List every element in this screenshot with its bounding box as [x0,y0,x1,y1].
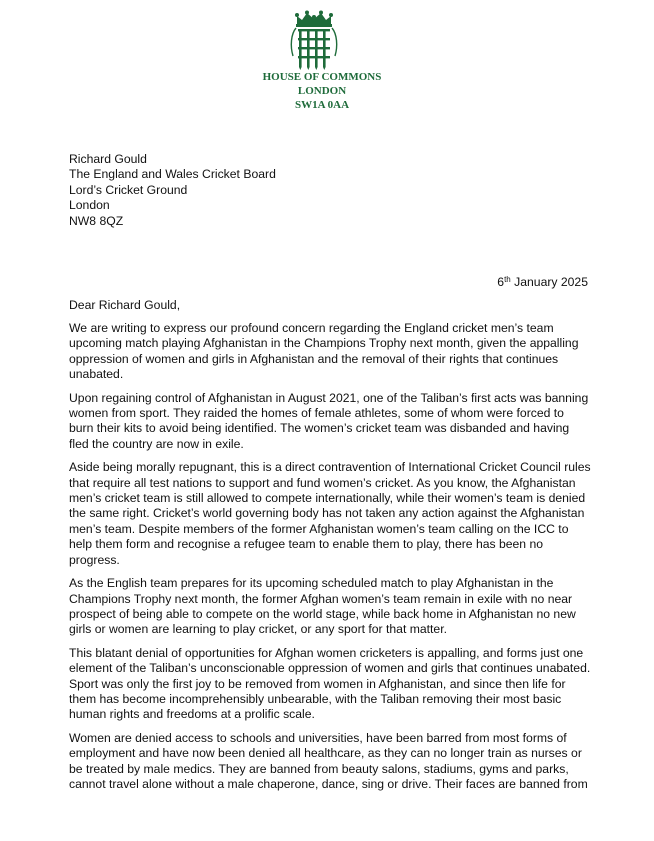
recipient-city: London [69,198,110,213]
body-paragraph: As the English team prepares for its upcoming scheduled match to play Afghanistan in the Champions Trophy next month, the former Afghan women’s team remain in exile with no near prospect of being able to compete on the world stage, while back home in Afghanistan no new girls or women are learning to play cricket, or any sport for that matter. [69,576,576,637]
recipient-address [69,152,276,229]
body-paragraph: We are writing to express our profound concern regarding the England cricket men’s team upcoming match playing Afghanistan in the Champions Trophy next month, given the appalling oppression of women and girls in Afghanistan and the removal of their rights that continues unabated. [69,321,579,382]
org-city: LONDON [297,85,347,97]
recipient-venue: Lord’s Cricket Ground [69,182,188,197]
date-day: 6 [497,275,505,289]
body-paragraph: Aside being morally repugnant, this is a direct contravention of International Cricket Council rules that require all test nations to support and fund women’s cricket. As you know, the Afghanistan men’s cricket team is still allowed to compete internationally, while their women’s team is denied the same right. Cricket’s world governing body has not taken any action against the Afghanistan men’s team. Despite members of the former Afghanistan women’s team calling on the ICC to help them form and recognise a refugee team to enable them to play, there has been no progress. [69,460,591,567]
recipient-postcode: NW8 8QZ [69,213,124,228]
portcullis-crest-icon [288,10,340,70]
org-postcode: SW1A 0AA [294,99,350,111]
body-paragraph: Upon regaining control of Afghanistan in August 2021, one of the Taliban’s first acts was banning women from sport. They raided the homes of female athletes, some of whom were forced to burn their kits to avoid being identified. The women’s cricket team was disbanded and having fled the country are now in exile. [69,390,589,451]
body-paragraph: Women are denied access to schools and universities, have been barred from most forms of employment and have now been denied all healthcare, as they can no longer train as nurses or be treated by male medics. They are banned from beauty salons, stadiums, gyms and parks, cannot travel alone without a male chaperone, dance, sing or drive. Their faces are banned from [69,730,588,791]
letterhead [0,70,644,112]
body-paragraph: This blatant denial of opportunities for Afghan women cricketers is appalling, and forms just one element of the Taliban’s unconscionable oppression of women and girls that continues unabated. Sport was only the first joy to be removed from women in Afghanistan, and since then life for them has become incomprehensibly unbearable, with the Taliban removing their most basic human rights and freedoms at a prolific scale. [69,645,591,722]
date-suffix: th [504,275,511,284]
date-month-year: January 2025 [510,275,588,289]
org-name: HOUSE OF COMMONS [262,71,382,83]
salutation: Dear Richard Gould, [69,298,181,312]
recipient-organisation: The England and Wales Cricket Board [69,167,276,182]
letter-body [69,321,591,800]
recipient-name: Richard Gould [69,152,147,166]
letter-date [497,275,588,290]
